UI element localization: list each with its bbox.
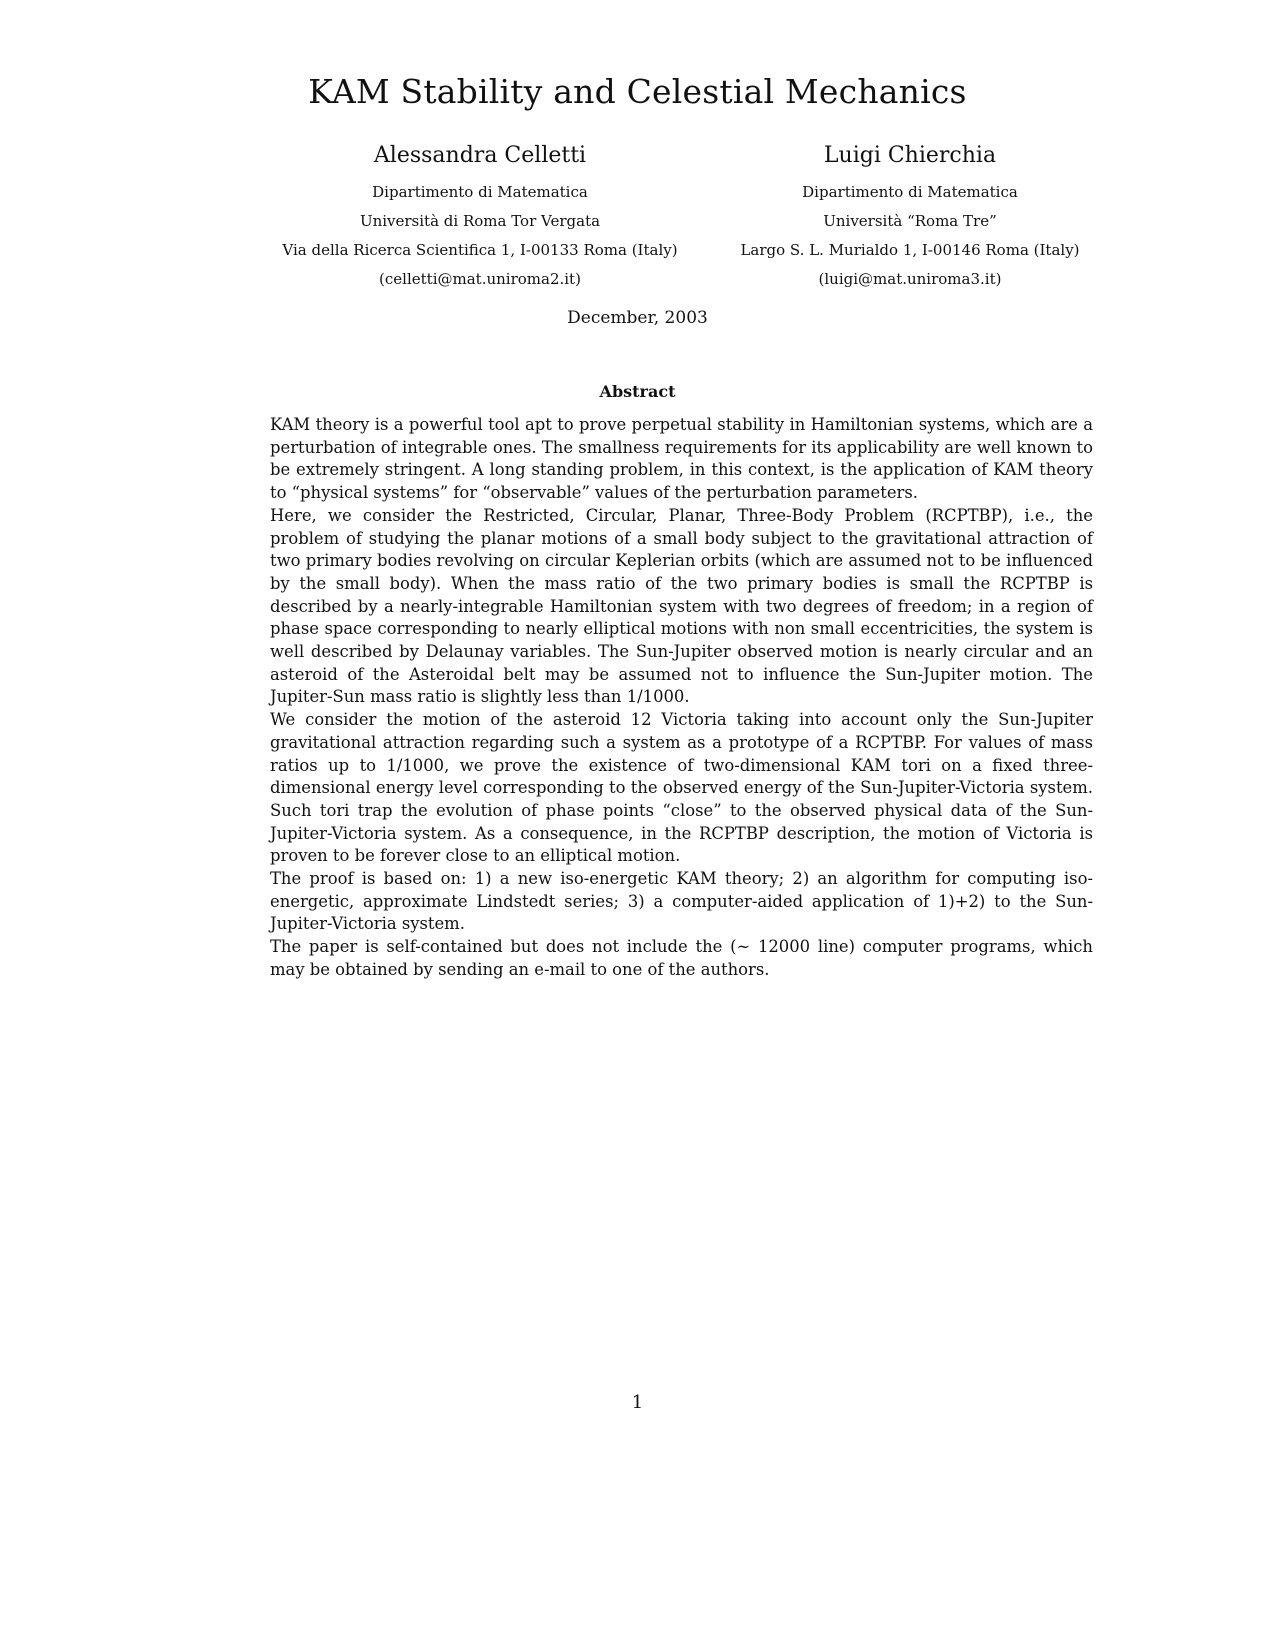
author-email: (celletti@mat.uniroma2.it) [379,270,581,288]
abstract-paragraph: KAM theory is a powerful tool apt to prove perpetual stability in Hamiltonian systems, which are a perturbation of integrable ones. The smallness requirements for its applicability are well known to be extremely stringent. A long standing problem, in this context, is the application of KAM theory to “physical systems” for “observable” values of the perturbation parameters. [270,415,1093,503]
abstract-paragraph: The paper is self-contained but does not include the (∼ 12000 line) computer programs, which may be obtained by sending an e-mail to one of the authors. [270,937,1093,979]
author-university: Università di Roma Tor Vergata [359,212,601,230]
abstract-paragraph: Here, we consider the Restricted, Circular, Planar, Three-Body Problem (RCPTBP), i.e., the problem of studying the planar motions of a small body subject to the gravitational attraction of two primary bodies revolving on circular Keplerian orbits (which are assumed not to be influenced by the small body). When the mass ratio of the two primary bodies is small the RCPTBP is described by a nearly-integrable Hamiltonian system with two degrees of freedom; in a region of phase space corresponding to nearly elliptical motions with non small eccentricities, the system is well described by Delaunay variables. The Sun-Jupiter observed motion is nearly circular and an asteroid of the Asteroidal belt may be assumed not to influence the Sun-Jupiter motion. The Jupiter-Sun mass ratio is slightly less than 1/1000. [270,505,1093,707]
author-block-celletti [250,142,710,294]
author-address: Largo S. L. Murialdo 1, I-00146 Roma (Italy) [740,241,1080,259]
author-department: Dipartimento di Matematica [372,183,588,201]
abstract-body [270,414,1093,982]
abstract-paragraph: We consider the motion of the asteroid 12 Victoria taking into account only the Sun-Jupiter gravitational attraction regarding such a system as a prototype of a RCPTBP. For values of mass ratios up to 1/1000, we prove the existence of two-dimensional KAM tori on a fixed three-dimensional energy level corresponding to the observed energy of the Sun-Jupiter-Victoria system. Such tori trap the evolution of phase points “close” to the observed physical data of the Sun-Jupiter-Victoria system. As a consequence, in the RCPTBP description, the motion of Victoria is proven to be forever close to an elliptical motion. [270,710,1093,866]
author-block-chierchia [680,142,1140,294]
page-number: 1 [631,1392,644,1413]
publication-date: December, 2003 [567,308,708,328]
author-email: (luigi@mat.uniroma3.it) [818,270,1002,288]
author-name: Luigi Chierchia [823,143,997,168]
author-university: Università “Roma Tre” [823,212,997,230]
author-name: Alessandra Celletti [373,143,587,168]
author-department: Dipartimento di Matematica [802,183,1018,201]
abstract-paragraph: The proof is based on: 1) a new iso-energetic KAM theory; 2) an algorithm for computing iso-energetic, approximate Lindstedt series; 3) a computer-aided application of 1)+2) to the Sun-Jupiter-Victoria system. [270,869,1093,934]
author-address: Via della Ricerca Scientifica 1, I-00133 Roma (Italy) [282,241,678,259]
abstract-heading: Abstract [599,382,676,401]
paper-title: KAM Stability and Celestial Mechanics [308,72,967,111]
